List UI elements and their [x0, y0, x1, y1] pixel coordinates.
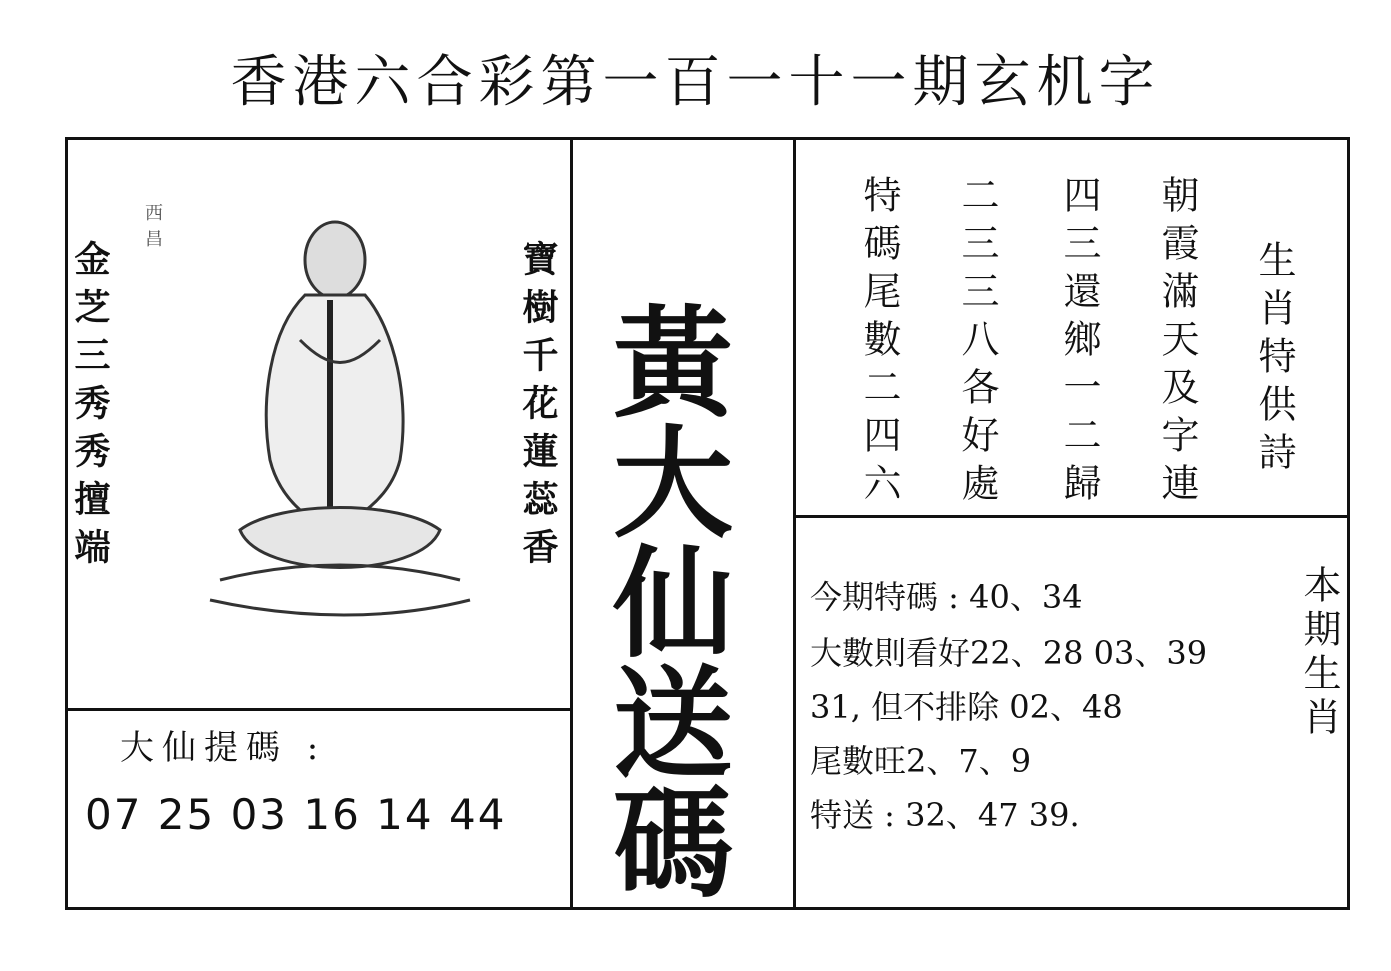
draw-label: 大仙提碼 :	[120, 728, 327, 768]
line-big-numbers: 大數則看好22、28 03、39	[810, 634, 1208, 672]
divider-left	[570, 137, 573, 910]
poem-column-2: 二三三八各好處	[955, 175, 999, 511]
poem-column-1: 特碼尾數二四六	[857, 175, 901, 511]
divider-left-bottom	[65, 708, 573, 711]
right-couplet: 寶樹千花蓮蕊香	[517, 240, 559, 576]
seal-text: 西昌	[142, 203, 163, 255]
divider-right-middle	[793, 515, 1350, 518]
zodiac-note: 本期生肖	[1297, 565, 1341, 741]
deity-illustration	[180, 200, 500, 640]
poem-column-4: 朝霞滿天及字連	[1155, 175, 1199, 511]
line-extra: 特送 : 32、47 39.	[810, 796, 1080, 834]
poem-heading: 生肖特供詩	[1252, 240, 1296, 480]
page-title: 香港六合彩第一百一十一期玄机字	[230, 50, 1161, 115]
center-title: 黃大仙送碼	[593, 300, 734, 900]
draw-numbers: 07 25 03 16 14 44	[85, 790, 507, 839]
poem-column-3: 四三還鄉一二歸	[1057, 175, 1101, 511]
divider-right	[793, 137, 796, 910]
left-couplet: 金芝三秀秀擅端	[69, 240, 111, 576]
line-special-number: 今期特碼 : 40、34	[810, 578, 1083, 616]
line-exclude: 31, 但不排除 02、48	[810, 688, 1123, 726]
line-tail-numbers: 尾數旺2、7、9	[810, 742, 1032, 780]
